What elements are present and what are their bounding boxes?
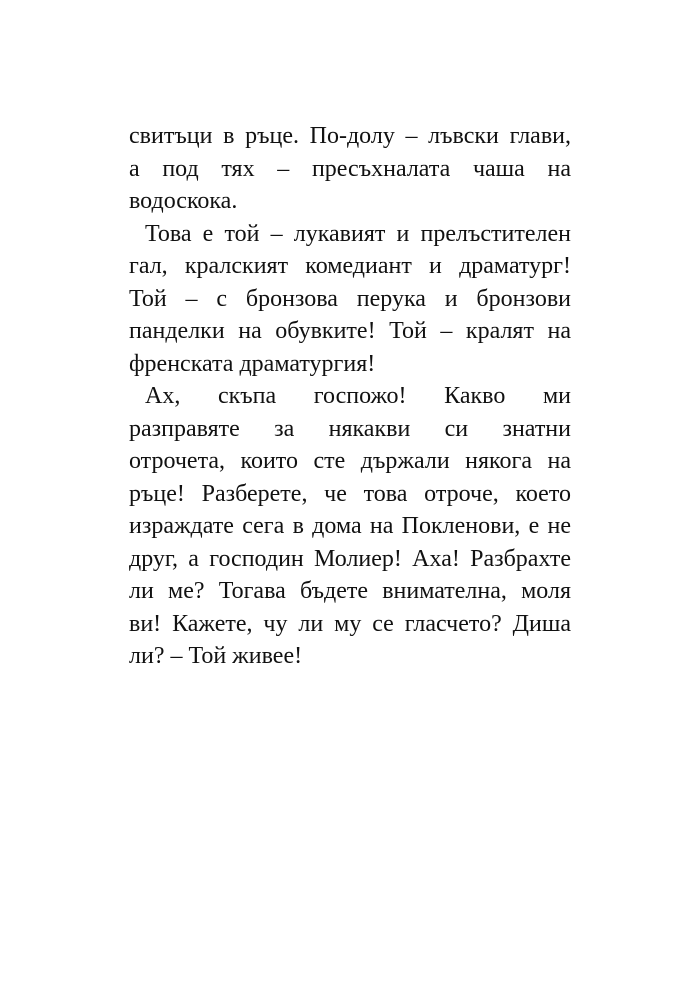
text-line: друг, а господин Молиер! Аха! Разбрахте — [129, 545, 571, 572]
paragraph-1 — [129, 120, 571, 218]
text-line: ли ме? Тогава бъдете внимателна, моля — [129, 578, 571, 604]
text-line: Ах, скъпа госпожо! Какво ми — [145, 383, 571, 409]
page-body-text — [129, 120, 571, 673]
paragraph-2 — [129, 218, 571, 381]
text-line: Той – с бронзова перука и бронзови — [129, 285, 571, 312]
text-line: панделки на обувките! Той – кралят на — [129, 318, 571, 344]
text-line: френската драматургия! — [129, 350, 376, 377]
text-line: гал, кралският комедиант и драматург! — [129, 253, 571, 279]
text-line: Това е той – лукавият и прелъстителен — [145, 220, 571, 247]
text-line: а под тях – пресъхналата чаша на — [129, 155, 571, 182]
text-line: ръце! Разберете, че това отроче, което — [129, 480, 571, 507]
text-line: отрочета, които сте държали някога на — [129, 448, 571, 474]
text-line: свитъци в ръце. По-долу – лъвски глави, — [129, 123, 571, 149]
text-line: израждате сега в дома на Покленови, е не — [129, 513, 571, 539]
text-line: ли? – Той живее! — [129, 643, 303, 669]
paragraph-3 — [129, 380, 571, 673]
text-line: ви! Кажете, чу ли му се гласчето? Диша — [129, 610, 571, 637]
text-line: водоскока. — [129, 188, 238, 214]
text-line: разправяте за някакви си знатни — [129, 415, 571, 442]
